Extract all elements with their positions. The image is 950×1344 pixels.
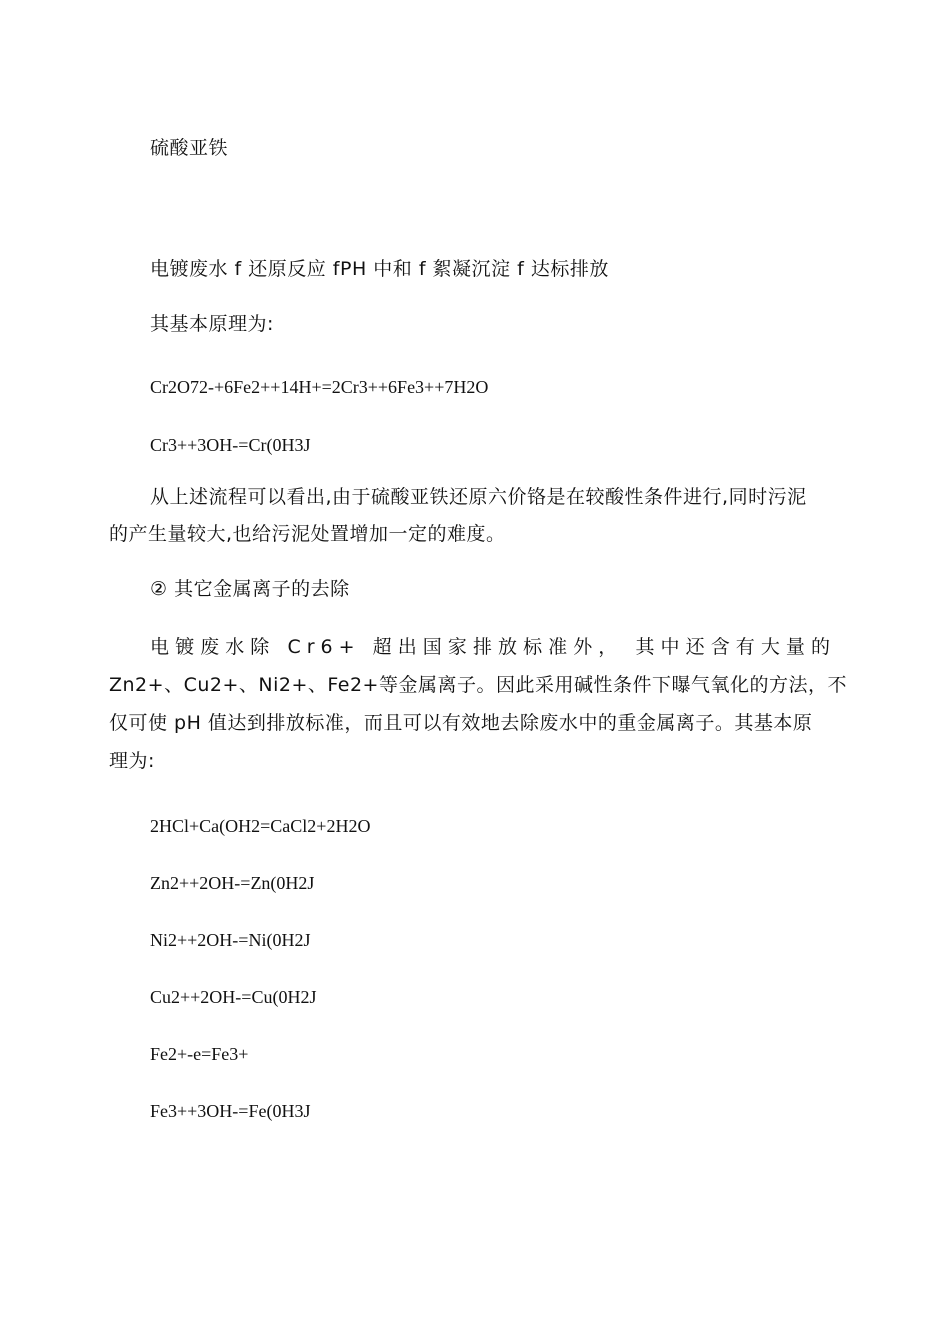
formula-hcl-lime: 2HCl+Ca(OH2=CaCl2+2H2O [150, 816, 371, 836]
formula-iron-oxidation: Fe2+-e=Fe3+ [150, 1044, 249, 1064]
formula-copper-hydroxide: Cu2++2OH-=Cu(0H2J [150, 987, 317, 1007]
paragraph-2-line-3: 仅可使 pH 值达到排放标准，而且可以有效地去除废水中的重金属离子。其基本原 [109, 712, 813, 734]
principle-intro-1: 其基本原理为: [150, 313, 274, 335]
paragraph-1-line-2: 的产生量较大,也给污泥处置增加一定的难度。 [109, 523, 506, 545]
formula-chromium-hydroxide: Cr3++3OH-=Cr(0H3J [150, 435, 311, 455]
formula-iron-hydroxide: Fe3++3OH-=Fe(0H3J [150, 1101, 311, 1121]
paragraph-1-line-1: 从上述流程可以看出,由于硫酸亚铁还原六价铬是在较酸性条件进行,同时污泥 [150, 486, 807, 508]
paragraph-2-line-4: 理为: [109, 750, 155, 772]
section-heading-other-metals: ② 其它金属离子的去除 [150, 578, 350, 600]
heading-ferrous-sulfate: 硫酸亚铁 [150, 137, 229, 159]
formula-zinc-hydroxide: Zn2++2OH-=Zn(0H2J [150, 873, 315, 893]
process-flow-line: 电镀废水 f 还原反应 fPH 中和 f 絮凝沉淀 f 达标排放 [150, 258, 609, 280]
formula-chromium-reduction: Cr2O72-+6Fe2++14H+=2Cr3++6Fe3++7H2O [150, 377, 489, 397]
formula-nickel-hydroxide: Ni2++2OH-=Ni(0H2J [150, 930, 311, 950]
paragraph-2-line-1: 电镀废水除 Cr6+ 超出国家排放标准外， 其中还含有大量的 [150, 636, 836, 658]
paragraph-2-line-2: Zn2+、Cu2+、Ni2+、Fe2+等金属离子。因此采用碱性条件下曝气氧化的方法，不 [109, 674, 847, 696]
